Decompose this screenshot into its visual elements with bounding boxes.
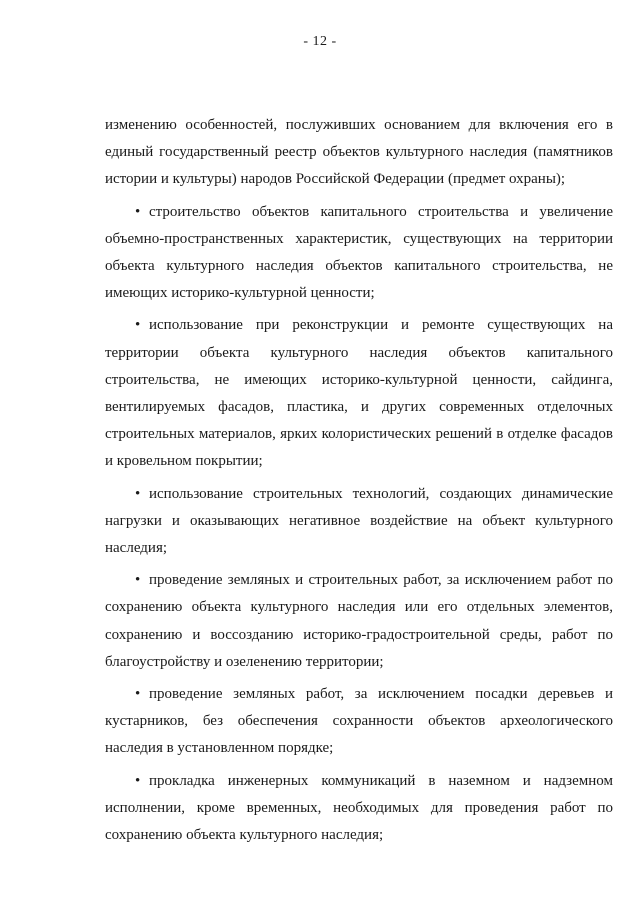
bullet-icon: •: [135, 317, 141, 334]
bullet-icon: •: [135, 485, 141, 502]
bullet-item: [105, 199, 613, 308]
page-number: - 12 -: [303, 34, 337, 49]
bullet-item: [105, 312, 613, 475]
paragraph-text: изменению особенностей, послуживших основанием для включения его в единый государственный реестр объектов культурного наследия (памятников истории и культуры) народов Российской Федерации (предмет охраны);: [105, 117, 613, 188]
document-body: [105, 112, 613, 854]
bullet-item-text: использование при реконструкции и ремонте существующих на территории объекта культурного наследия объектов капитального строительства, не имеющих историко-культурной ценности, сайдинга, вентилируемых фасадов, пластика, и других современных отделочных строительных материалов, ярких колористических решений в отделке фасадов и кровельном покрытии;: [105, 317, 613, 470]
bullet-icon: •: [135, 772, 141, 789]
bullet-icon: •: [135, 686, 141, 703]
bullet-item: [105, 567, 613, 676]
bullet-item-text: строительство объектов капитального строительства и увеличение объемно-пространственных характеристик, существующих на территории объекта культурного наследия объектов капитального строительства, не имеющих историко-культурной ценности;: [105, 203, 613, 302]
bullet-item: [105, 681, 613, 763]
bullet-item-text: проведение земляных и строительных работ, за исключением работ по сохранению объекта культурного наследия или его отдельных элементов, сохранению и воссозданию историко-градостроительной среды, работ по благоустройству и озеленению территории;: [105, 572, 613, 670]
bullet-icon: •: [135, 572, 141, 589]
paragraph-continuation: [105, 112, 613, 194]
bullet-item-text: прокладка инженерных коммуникаций в наземном и надземном исполнении, кроме временных, необходимых для проведения работ по сохранению объекта культурного наследия;: [105, 772, 613, 844]
bullet-item-text: проведение земляных работ, за исключением посадки деревьев и кустарников, без обеспечения сохранности объектов археологического наследия в установленном порядке;: [105, 686, 613, 757]
bullet-item-text: использование строительных технологий, создающих динамические нагрузки и оказывающих негативное воздействие на объект культурного наследия;: [105, 485, 613, 557]
bullet-item: [105, 768, 613, 850]
bullet-item: [105, 481, 613, 563]
bullet-icon: •: [135, 203, 141, 220]
